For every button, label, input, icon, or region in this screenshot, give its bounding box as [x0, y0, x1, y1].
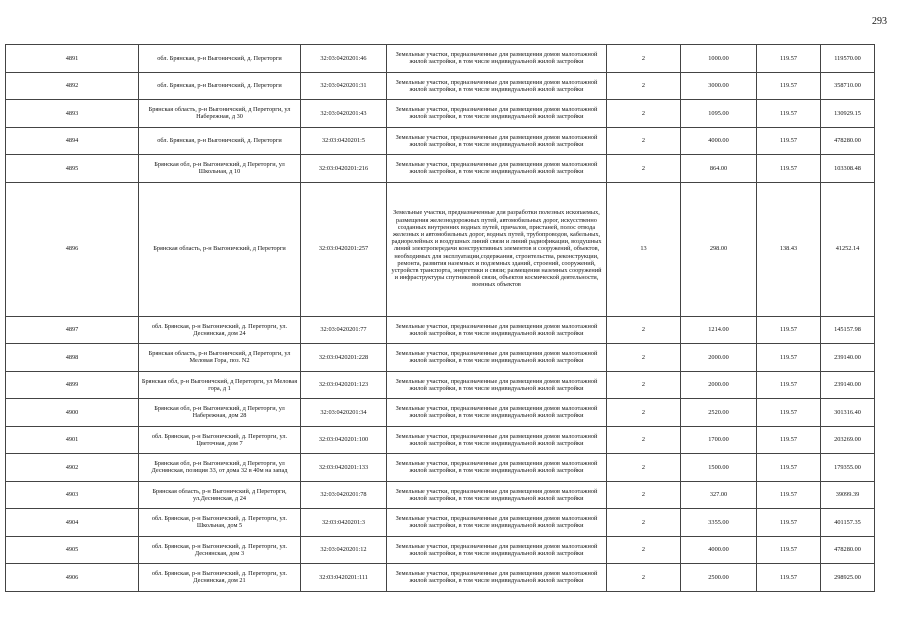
group-number-cell: 2 [607, 155, 681, 183]
rate-cell: 119.57 [757, 509, 821, 537]
cadastral-value-cell: 239140.00 [821, 371, 875, 399]
cadastral-value-cell: 130929.15 [821, 100, 875, 128]
cadastral-value-cell: 301316.40 [821, 399, 875, 427]
row-number-cell: 4896 [6, 182, 139, 316]
row-number-cell: 4894 [6, 127, 139, 155]
rate-cell: 119.57 [757, 399, 821, 427]
land-use-cell: Земельные участки, предназначенные для размещения домов малоэтажной жилой застройки, в том числе индивидуальной жилой застройки [387, 155, 607, 183]
land-use-cell: Земельные участки, предназначенные для размещения домов малоэтажной жилой застройки, в том числе индивидуальной жилой застройки [387, 344, 607, 372]
address-cell: обл. Брянская, р-н Выгоничский, д. Переторги, ул. Цветочная, дом 7 [139, 426, 301, 454]
address-cell: обл. Брянская, р-н Выгоничский, д. Переторги [139, 72, 301, 100]
area-cell: 2000.00 [681, 371, 757, 399]
row-number-cell: 4900 [6, 399, 139, 427]
cadastral-number-cell: 32:03:0420201:111 [301, 564, 387, 592]
area-cell: 327.00 [681, 481, 757, 509]
area-cell: 4000.00 [681, 127, 757, 155]
table-row [6, 564, 875, 592]
row-number-cell: 4897 [6, 316, 139, 344]
cadastral-number-cell: 32:03:0420201:5 [301, 127, 387, 155]
group-number-cell: 2 [607, 564, 681, 592]
rate-cell: 119.57 [757, 536, 821, 564]
address-cell: Брянская область, р-н Выгоничский, д Переторги [139, 182, 301, 316]
row-number-cell: 4892 [6, 72, 139, 100]
land-use-cell: Земельные участки, предназначенные для размещения домов малоэтажной жилой застройки, в том числе индивидуальной жилой застройки [387, 399, 607, 427]
address-cell: обл. Брянская, р-н Выгоничский, д. Переторги, ул. Деснянская, дом 3 [139, 536, 301, 564]
row-number-cell: 4903 [6, 481, 139, 509]
cadastral-number-cell: 32:03:0420201:43 [301, 100, 387, 128]
rate-cell: 119.57 [757, 127, 821, 155]
cadastral-value-cell: 239140.00 [821, 344, 875, 372]
land-use-cell: Земельные участки, предназначенные для размещения домов малоэтажной жилой застройки, в том числе индивидуальной жилой застройки [387, 536, 607, 564]
table-row [6, 536, 875, 564]
rate-cell: 119.57 [757, 72, 821, 100]
cadastral-number-cell: 32:03:0420201:123 [301, 371, 387, 399]
area-cell: 2500.00 [681, 564, 757, 592]
rate-cell: 119.57 [757, 371, 821, 399]
cadastral-number-cell: 32:03:0420201:78 [301, 481, 387, 509]
land-use-cell: Земельные участки, предназначенные для размещения домов малоэтажной жилой застройки, в том числе индивидуальной жилой застройки [387, 45, 607, 73]
address-cell: обл. Брянская, р-н Выгоничский, д. Переторги, ул. Школьная, дом 5 [139, 509, 301, 537]
cadastral-value-cell: 298925.00 [821, 564, 875, 592]
group-number-cell: 2 [607, 100, 681, 128]
group-number-cell: 2 [607, 399, 681, 427]
area-cell: 4000.00 [681, 536, 757, 564]
table-row [6, 426, 875, 454]
table-row [6, 481, 875, 509]
cadastral-number-cell: 32:03:0420201:257 [301, 182, 387, 316]
area-cell: 2000.00 [681, 344, 757, 372]
area-cell: 3355.00 [681, 509, 757, 537]
cadastral-value-cell: 478280.00 [821, 536, 875, 564]
cadastral-value-cell: 119570.00 [821, 45, 875, 73]
land-use-cell: Земельные участки, предназначенные для размещения домов малоэтажной жилой застройки, в том числе индивидуальной жилой застройки [387, 127, 607, 155]
land-use-cell: Земельные участки, предназначенные для размещения домов малоэтажной жилой застройки, в том числе индивидуальной жилой застройки [387, 100, 607, 128]
address-cell: Брянская область, р-н Выгоничский, д Переторги, ул Меловая Гора, поз. N2 [139, 344, 301, 372]
address-cell: Брянская область, р-н Выгоничский, д Переторги, ул.Деснянская, д 24 [139, 481, 301, 509]
cadastral-number-cell: 32:03:0420201:12 [301, 536, 387, 564]
land-use-cell: Земельные участки, предназначенные для размещения домов малоэтажной жилой застройки, в том числе индивидуальной жилой застройки [387, 454, 607, 482]
rate-cell: 119.57 [757, 426, 821, 454]
land-use-cell: Земельные участки, предназначенные для размещения домов малоэтажной жилой застройки, в том числе индивидуальной жилой застройки [387, 564, 607, 592]
group-number-cell: 2 [607, 536, 681, 564]
area-cell: 1214.00 [681, 316, 757, 344]
cadastral-value-cell: 145157.98 [821, 316, 875, 344]
table-row [6, 316, 875, 344]
land-use-cell: Земельные участки, предназначенные для размещения домов малоэтажной жилой застройки, в том числе индивидуальной жилой застройки [387, 316, 607, 344]
group-number-cell: 2 [607, 426, 681, 454]
address-cell: обл. Брянская, р-н Выгоничский, д. Переторги [139, 127, 301, 155]
cadastral-value-cell: 39099.39 [821, 481, 875, 509]
row-number-cell: 4902 [6, 454, 139, 482]
group-number-cell: 2 [607, 371, 681, 399]
rate-cell: 119.57 [757, 155, 821, 183]
group-number-cell: 2 [607, 344, 681, 372]
table-row [6, 371, 875, 399]
row-number-cell: 4906 [6, 564, 139, 592]
group-number-cell: 2 [607, 316, 681, 344]
address-cell: Брянская обл, р-н Выгоничский, д Переторги, ул Набережная, дом 28 [139, 399, 301, 427]
rate-cell: 119.57 [757, 481, 821, 509]
land-use-cell: Земельные участки, предназначенные для размещения домов малоэтажной жилой застройки, в том числе индивидуальной жилой застройки [387, 509, 607, 537]
address-cell: Брянская область, р-н Выгоничский, д Переторги, ул Набережная, д 30 [139, 100, 301, 128]
table-row [6, 344, 875, 372]
table-row [6, 45, 875, 73]
land-use-cell: Земельные участки, предназначенные для разработки полезных ископаемых, размещения железнодорожных путей, автомобильных дорог, искусственно созданных внутренних водных путей, причалов, пристаней, полос отвода железных и автомобильных дорог, водных путей, трубопроводов, кабельных, радиорелейных и воздушных линий связи и линий радиофикации, воздушных линий электропередачи конструктивных элементов и сооружений, объектов, необходимых для эксплуатации,содержания, строительства, реконструкции, ремонта, развития наземных и подземных зданий, строений, сооружений, устройств транспорта, энергетики и связи; размещения наземных сооружений и инфраструктуры спутниковой связи, объектов космической деятельности, военных объектов [387, 182, 607, 316]
cadastral-number-cell: 32:03:0420201:100 [301, 426, 387, 454]
rate-cell: 119.57 [757, 344, 821, 372]
table-row [6, 72, 875, 100]
table-row [6, 454, 875, 482]
rate-cell: 119.57 [757, 454, 821, 482]
group-number-cell: 2 [607, 127, 681, 155]
area-cell: 298.00 [681, 182, 757, 316]
cadastral-number-cell: 32:03:0420201:31 [301, 72, 387, 100]
rate-cell: 119.57 [757, 316, 821, 344]
cadastral-value-cell: 203269.00 [821, 426, 875, 454]
land-use-cell: Земельные участки, предназначенные для размещения домов малоэтажной жилой застройки, в том числе индивидуальной жилой застройки [387, 481, 607, 509]
rate-cell: 119.57 [757, 45, 821, 73]
land-use-cell: Земельные участки, предназначенные для размещения домов малоэтажной жилой застройки, в том числе индивидуальной жилой застройки [387, 426, 607, 454]
group-number-cell: 13 [607, 182, 681, 316]
table-row [6, 127, 875, 155]
table-row [6, 182, 875, 316]
row-number-cell: 4901 [6, 426, 139, 454]
cadastral-value-cell: 179355.00 [821, 454, 875, 482]
table-body [6, 45, 875, 592]
rate-cell: 119.57 [757, 100, 821, 128]
cadastral-number-cell: 32:03:0420201:34 [301, 399, 387, 427]
cadastral-number-cell: 32:03:0420201:228 [301, 344, 387, 372]
cadastral-number-cell: 32:03:0420201:46 [301, 45, 387, 73]
area-cell: 864.00 [681, 155, 757, 183]
cadastral-value-cell: 103308.48 [821, 155, 875, 183]
table-row [6, 509, 875, 537]
group-number-cell: 2 [607, 45, 681, 73]
table-row [6, 100, 875, 128]
cadastral-number-cell: 32:03:0420201:3 [301, 509, 387, 537]
area-cell: 1095.00 [681, 100, 757, 128]
address-cell: Брянская обл, р-н Выгоничский, д Переторги, ул Деснянская, позиция 33, от дома 32 в 40м на запад [139, 454, 301, 482]
address-cell: Брянская обл, р-н Выгоничский, д Переторги, ул Школьная, д 10 [139, 155, 301, 183]
page-number: 293 [872, 16, 887, 27]
row-number-cell: 4899 [6, 371, 139, 399]
group-number-cell: 2 [607, 481, 681, 509]
row-number-cell: 4904 [6, 509, 139, 537]
cadastral-number-cell: 32:03:0420201:133 [301, 454, 387, 482]
group-number-cell: 2 [607, 454, 681, 482]
table-row [6, 399, 875, 427]
cadastral-value-cell: 41252.14 [821, 182, 875, 316]
row-number-cell: 4898 [6, 344, 139, 372]
row-number-cell: 4891 [6, 45, 139, 73]
row-number-cell: 4895 [6, 155, 139, 183]
area-cell: 2520.00 [681, 399, 757, 427]
address-cell: обл. Брянская, р-н Выгоничский, д. Переторги [139, 45, 301, 73]
cadastral-value-cell: 478280.00 [821, 127, 875, 155]
table-row [6, 155, 875, 183]
address-cell: обл. Брянская, р-н Выгоничский, д. Переторги, ул. Деснянская, дом 21 [139, 564, 301, 592]
rate-cell: 138.43 [757, 182, 821, 316]
area-cell: 3000.00 [681, 72, 757, 100]
group-number-cell: 2 [607, 509, 681, 537]
cadastral-number-cell: 32:03:0420201:77 [301, 316, 387, 344]
area-cell: 1500.00 [681, 454, 757, 482]
address-cell: Брянская обл, р-н Выгоничский, д Переторги, ул Меловая гора, д 1 [139, 371, 301, 399]
rate-cell: 119.57 [757, 564, 821, 592]
cadastral-value-table [5, 44, 875, 592]
group-number-cell: 2 [607, 72, 681, 100]
land-use-cell: Земельные участки, предназначенные для размещения домов малоэтажной жилой застройки, в том числе индивидуальной жилой застройки [387, 72, 607, 100]
area-cell: 1000.00 [681, 45, 757, 73]
cadastral-value-cell: 401157.35 [821, 509, 875, 537]
row-number-cell: 4893 [6, 100, 139, 128]
address-cell: обл. Брянская, р-н Выгоничский, д. Переторги, ул. Деснянская, дом 24 [139, 316, 301, 344]
land-use-cell: Земельные участки, предназначенные для размещения домов малоэтажной жилой застройки, в том числе индивидуальной жилой застройки [387, 371, 607, 399]
row-number-cell: 4905 [6, 536, 139, 564]
cadastral-value-cell: 358710.00 [821, 72, 875, 100]
area-cell: 1700.00 [681, 426, 757, 454]
cadastral-number-cell: 32:03:0420201:216 [301, 155, 387, 183]
